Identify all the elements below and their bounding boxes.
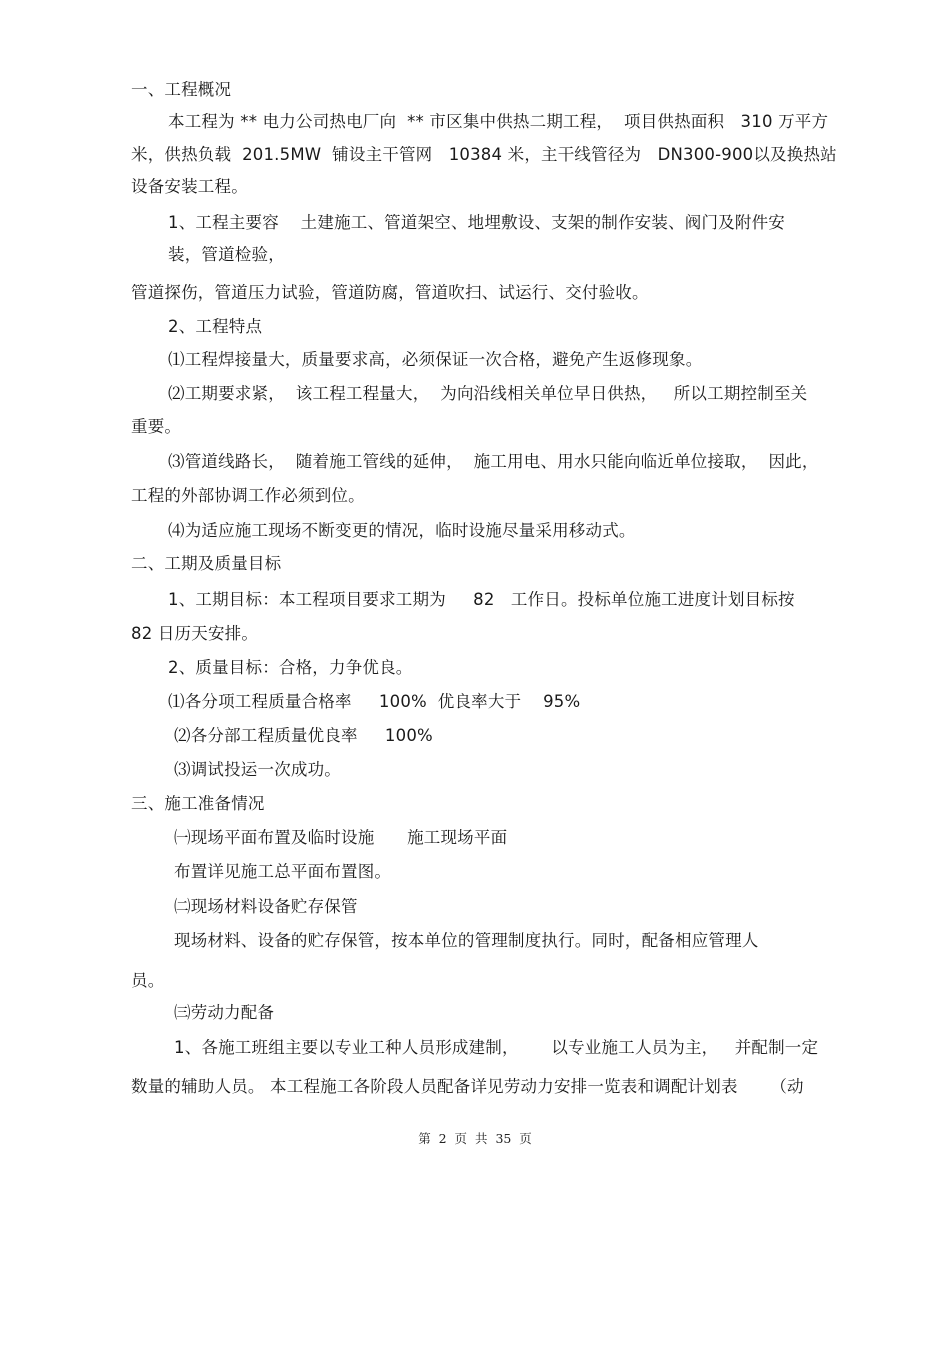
paragraph-line: 管道探伤，管道压力试验，管道防腐，管道吹扫、试运行、交付验收。 bbox=[131, 283, 649, 302]
paragraph-line: 1、工程主要容 土建施工、管道架空、地埋敷设、支架的制作安装、阀门及附件安 bbox=[168, 213, 785, 232]
paragraph-line: 数量的辅助人员。 本工程施工各阶段人员配备详见劳动力安排一览表和调配计划表 （动 bbox=[131, 1077, 804, 1096]
paragraph-line: 本工程为 ** 电力公司热电厂向 ** 市区集中供热二期工程， 项目供热面积 310 万平方 bbox=[168, 112, 829, 131]
subsection-heading: 2、质量目标：合格，力争优良。 bbox=[168, 658, 413, 677]
section-heading-2: 二、工期及质量目标 bbox=[131, 554, 282, 573]
subsection-heading: ㈡现场材料设备贮存保管 bbox=[174, 897, 358, 916]
paragraph-line: 布置详见施工总平面布置图。 bbox=[174, 862, 392, 881]
list-item: ⑵各分部工程质量优良率 100% bbox=[174, 726, 433, 745]
paragraph-line: 现场材料、设备的贮存保管，按本单位的管理制度执行。同时，配备相应管理人 bbox=[174, 931, 759, 950]
subsection-heading: 2、工程特点 bbox=[168, 317, 263, 336]
list-item: ⑷为适应施工现场不断变更的情况，临时设施尽量采用移动式。 bbox=[168, 521, 636, 540]
section-heading-3: 三、施工准备情况 bbox=[131, 794, 265, 813]
paragraph-line: 设备安装工程。 bbox=[131, 177, 248, 196]
subsection-heading: ㈢劳动力配备 bbox=[174, 1003, 275, 1022]
list-item: ⑴各分项工程质量合格率 100% 优良率大于 95% bbox=[168, 692, 581, 711]
list-item: ⑵工期要求紧， 该工程工程量大， 为向沿线相关单位早日供热， 所以工期控制至关 bbox=[168, 384, 808, 403]
paragraph-line: 1、工期目标：本工程项目要求工期为 82 工作日。投标单位施工进度计划目标按 bbox=[168, 590, 795, 609]
subsection-heading: ㈠现场平面布置及临时设施 施工现场平面 bbox=[174, 828, 508, 847]
paragraph-line: 员。 bbox=[131, 971, 165, 990]
paragraph-line: 1、各施工班组主要以专业工种人员形成建制， 以专业施工人员为主， 并配制一定 bbox=[174, 1038, 819, 1057]
paragraph-line: 米，供热负载 201.5MW 铺设主干管网 10384 米，主干线管径为 DN300-900以及换热站 bbox=[131, 145, 837, 164]
list-item: ⑶管道线路长， 随着施工管线的延伸， 施工用电、用水只能向临近单位接取， 因此， bbox=[168, 452, 819, 471]
list-item: ⑴工程焊接量大，质量要求高，必须保证一次合格，避免产生返修现象。 bbox=[168, 350, 703, 369]
paragraph-line: 重要。 bbox=[131, 417, 182, 436]
paragraph-line: 装，管道检验， bbox=[168, 245, 285, 264]
page-number-footer: 第 2 页 共 35 页 bbox=[418, 1131, 532, 1146]
paragraph-line: 工程的外部协调工作必须到位。 bbox=[131, 486, 365, 505]
list-item: ⑶调试投运一次成功。 bbox=[174, 760, 341, 779]
section-heading-1: 一、工程概况 bbox=[131, 80, 232, 99]
paragraph-line: 82 日历天安排。 bbox=[131, 624, 259, 643]
